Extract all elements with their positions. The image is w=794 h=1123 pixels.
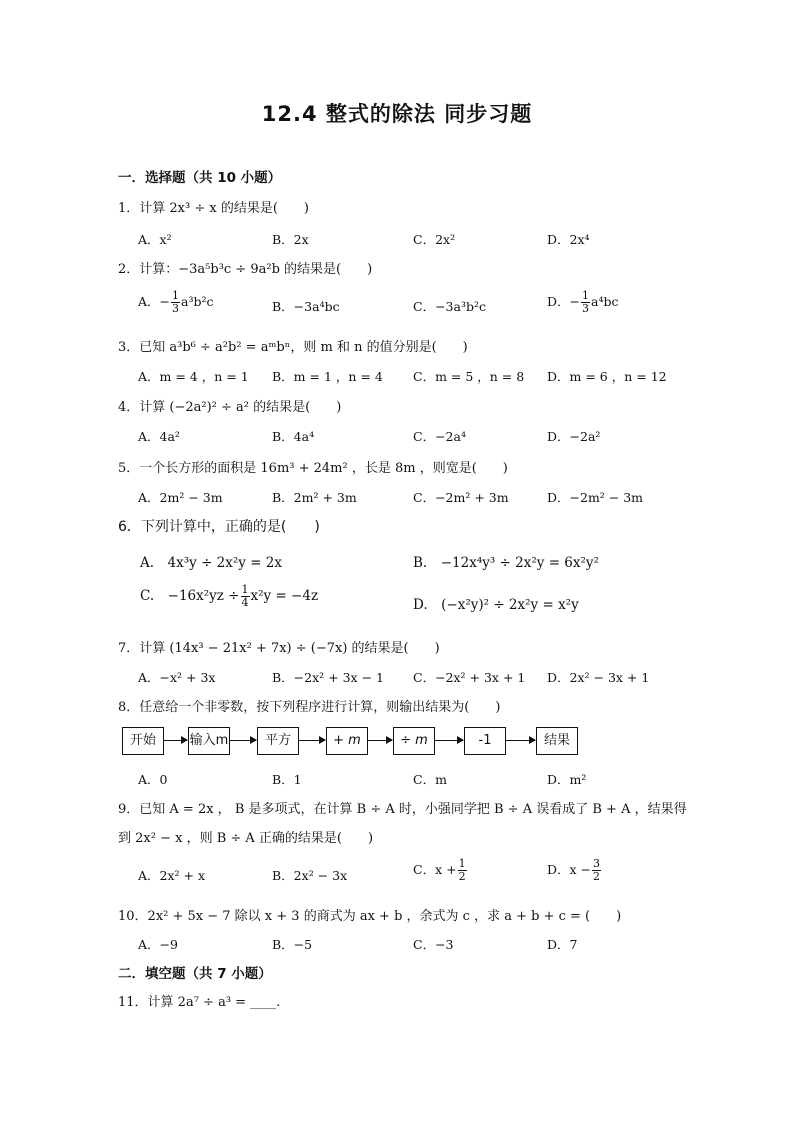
- question-5-stem: 5．一个长方形的面积是 16m³ + 24m² ，长是 8m ，则宽是( ): [118, 461, 508, 476]
- flowchart-arrow: [367, 740, 392, 741]
- flowchart-arrow: [298, 740, 325, 741]
- flowchart-arrow: [163, 740, 187, 741]
- fraction-denominator: 2: [458, 870, 466, 883]
- flowchart-arrow: [505, 740, 535, 741]
- question-9-option-b: B．2x² − 3x: [272, 868, 348, 883]
- question-2-option-d: [547, 290, 618, 315]
- question-9-stem-line-2: 到 2x² − x ，则 B ÷ A 正确的结果是( ): [118, 831, 374, 846]
- question-4-option-b: B．4a⁴: [272, 429, 315, 444]
- question-10-option-d: D．7: [547, 937, 578, 952]
- fraction-denominator: 2: [593, 870, 601, 883]
- fraction: [241, 584, 250, 609]
- question-7-option-c: C．−2x² + 3x + 1: [413, 670, 526, 685]
- section-heading-choice: 一．选择题（共 10 小题）: [118, 170, 282, 186]
- flowchart-result-box: 结果: [536, 727, 578, 755]
- question-2-option-c: C．−3a³b²c: [413, 299, 486, 314]
- fraction: [581, 290, 590, 315]
- option-prefix: C．x +: [413, 862, 457, 877]
- question-5-option-b: B．2m² + 3m: [272, 490, 357, 505]
- fraction-numerator: 3: [593, 857, 601, 870]
- question-3-option-c: C．m = 5 ，n = 8: [413, 369, 525, 384]
- option-prefix: D．x −: [547, 862, 592, 877]
- fraction-numerator: 1: [458, 857, 466, 870]
- flowchart-square-box: 平方: [257, 727, 299, 755]
- option-term: a⁴bc: [591, 294, 619, 309]
- question-1-option-b: B．2x: [272, 232, 309, 247]
- fraction-denominator: 3: [172, 302, 180, 315]
- question-6-stem: 6．下列计算中，正确的是( ): [118, 519, 320, 535]
- question-1-option-c: C．2x²: [413, 232, 456, 247]
- flowchart-arrow: [434, 740, 463, 741]
- question-6-option-c: [140, 584, 318, 609]
- question-4-option-d: D．−2a²: [547, 429, 601, 444]
- question-7-option-d: D．2x² − 3x + 1: [547, 670, 650, 685]
- fraction: [171, 290, 180, 315]
- question-9-stem-line-1: 9．已知 A = 2x ， B 是多项式，在计算 B ÷ A 时，小强同学把 B ÷ A 误看成了 B + A ，结果得: [118, 802, 687, 817]
- question-9-option-a: A．2x² + x: [138, 868, 206, 883]
- question-10-option-b: B．−5: [272, 937, 313, 952]
- question-9-option-d: [547, 858, 602, 883]
- section-heading-fill: 二．填空题（共 7 小题）: [118, 966, 272, 982]
- flowchart-start-box: 开始: [122, 727, 164, 755]
- question-1-option-a: A．x²: [138, 232, 172, 247]
- fraction-numerator: 1: [241, 583, 249, 596]
- question-7-stem: 7．计算 (14x³ − 21x² + 7x) ÷ (−7x) 的结果是( ): [118, 641, 440, 656]
- flowchart-add-m-box: + m: [326, 727, 368, 755]
- question-2-stem: 2．计算：−3a⁵b³c ÷ 9a²b 的结果是( ): [118, 262, 373, 277]
- question-8-stem: 8．任意给一个非零数，按下列程序进行计算，则输出结果为( ): [118, 700, 501, 715]
- flowchart-divide-m-box: ÷ m: [393, 727, 435, 755]
- question-5-option-d: D．−2m² − 3m: [547, 490, 644, 505]
- option-term: x²y = −4z: [250, 588, 319, 604]
- question-8-option-d: D．m²: [547, 772, 587, 787]
- fraction-numerator: 1: [172, 289, 180, 302]
- option-term: a³b²c: [181, 294, 214, 309]
- option-prefix: D．−: [547, 294, 580, 309]
- fraction-numerator: 1: [582, 289, 589, 302]
- question-4-option-a: A．4a²: [138, 429, 180, 444]
- question-3-stem: 3．已知 a³b⁶ ÷ a²b² = aᵐbⁿ，则 m 和 n 的值分别是( ): [118, 340, 468, 355]
- question-6-option-b: B. −12x⁴y³ ÷ 2x²y = 6x²y²: [413, 555, 599, 571]
- question-6-option-a: A. 4x³y ÷ 2x²y = 2x: [140, 555, 283, 571]
- fraction: [592, 858, 601, 883]
- fraction-denominator: 3: [582, 302, 589, 315]
- question-10-option-c: C．−3: [413, 937, 454, 952]
- question-9-option-c: [413, 858, 468, 883]
- question-4-option-c: C．−2a⁴: [413, 429, 466, 444]
- question-8-option-b: B．1: [272, 772, 302, 787]
- question-10-stem: 10．2x² + 5x − 7 除以 x + 3 的商式为 ax + b ，余式为 c ，求 a + b + c = ( ): [118, 909, 622, 924]
- option-prefix: C. −16x²yz ÷: [140, 588, 240, 604]
- question-7-option-a: A．−x² + 3x: [138, 670, 216, 685]
- question-5-option-a: A．2m² − 3m: [138, 490, 223, 505]
- question-5-option-c: C．−2m² + 3m: [413, 490, 509, 505]
- question-2-option-b: B．−3a⁴bc: [272, 299, 340, 314]
- question-11-stem: 11．计算 2a⁷ ÷ a³ = ____.: [118, 995, 281, 1010]
- question-3-option-a: A．m = 4 ，n = 1: [138, 369, 249, 384]
- question-8-option-c: C．m: [413, 772, 447, 787]
- fraction: [458, 858, 467, 883]
- page-title: 12.4 整式的除法 同步习题: [261, 102, 533, 126]
- question-3-option-b: B．m = 1 ，n = 4: [272, 369, 383, 384]
- question-7-option-b: B．−2x² + 3x − 1: [272, 670, 384, 685]
- question-4-stem: 4．计算 (−2a²)² ÷ a² 的结果是( ): [118, 400, 342, 415]
- option-prefix: A．−: [138, 294, 171, 309]
- flowchart-arrow: [229, 740, 256, 741]
- question-3-option-d: D．m = 6 ，n = 12: [547, 369, 667, 384]
- question-6-option-d: D. (−x²y)² ÷ 2x²y = x²y: [413, 597, 579, 613]
- question-1-stem: 1．计算 2x³ ÷ x 的结果是( ): [118, 201, 309, 216]
- question-2-option-a: [138, 290, 214, 315]
- question-8-option-a: A．0: [138, 772, 168, 787]
- fraction-denominator: 4: [241, 596, 249, 609]
- flowchart-input-box: 输入m: [188, 727, 230, 755]
- flowchart-minus-one-box: -1: [464, 727, 506, 755]
- question-1-option-d: D．2x⁴: [547, 232, 590, 247]
- question-10-option-a: A．−9: [138, 937, 178, 952]
